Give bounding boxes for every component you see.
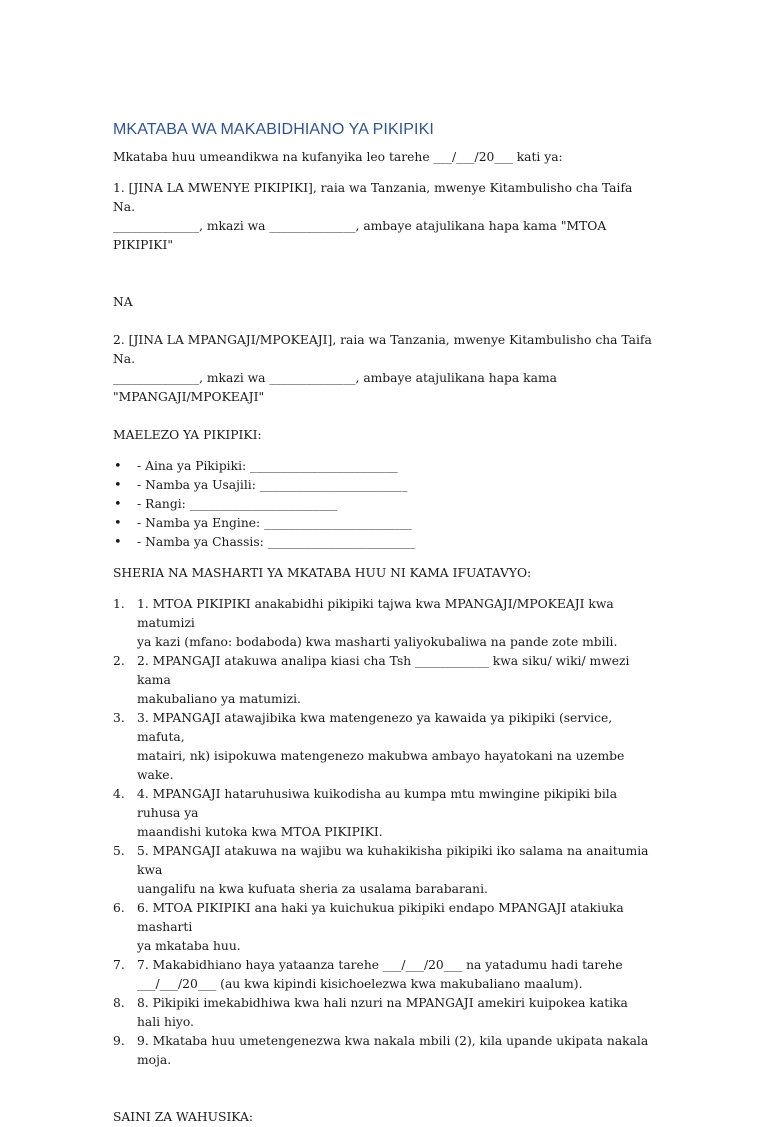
bullet-icon: • [114, 478, 122, 493]
party-two: 2. [JINA LA MPANGAJI/MPOKEAJI], raia wa Tanzania, mwenye Kitambulisho cha Taifa Na. ______________, mkazi wa ______________, ambaye atajulikana hapa kama "MPANGAJI/MPOKEAJI" [113, 333, 652, 404]
bullet-icon: • [114, 535, 122, 550]
term-text: 3. MPANGAJI atawajibika kwa matengenezo ya kawaida ya pikipiki (service, mafuta, matairi, nk) isipokuwa matengenezo makubwa ambayo hayatokani na uzembe wake. [137, 711, 625, 782]
bullet-icon: • [114, 516, 122, 531]
list-item [113, 476, 653, 495]
signatures-heading: SAINI ZA WAHUSIKA: [113, 1110, 254, 1124]
term-number: 7. [113, 958, 125, 972]
vehicle-details-list [113, 457, 653, 552]
and-separator: NA [113, 295, 133, 309]
vehicle-detail-text: - Namba ya Usajili: ________________________ [137, 478, 408, 492]
term-text: 8. Pikipiki imekabidhiwa kwa hali nzuri na MPANGAJI amekiri kuipokea katika hali hiyo. [137, 996, 628, 1029]
term-number: 1. [113, 597, 125, 611]
term-number: 2. [113, 654, 125, 668]
term-number: 9. [113, 1034, 125, 1048]
bullet-icon: • [114, 459, 122, 474]
term-text: 9. Mkataba huu umetengenezwa kwa nakala mbili (2), kila upande ukipata nakala moja. [137, 1034, 649, 1067]
term-number: 5. [113, 844, 125, 858]
list-item [113, 495, 653, 514]
list-item [113, 785, 653, 842]
vehicle-detail-text: - Rangi: ________________________ [137, 497, 338, 511]
list-item [113, 709, 653, 785]
term-text: 1. MTOA PIKIPIKI anakabidhi pikipiki tajwa kwa MPANGAJI/MPOKEAJI kwa matumizi ya kazi (mfano: bodaboda) kwa masharti yaliyokubaliwa na pande zote mbili. [137, 597, 618, 649]
spacer [113, 167, 653, 179]
term-number: 3. [113, 711, 125, 725]
list-item [113, 457, 653, 476]
terms-list [113, 595, 653, 1070]
term-text: 6. MTOA PIKIPIKI ana haki ya kuichukua pikipiki endapo MPANGAJI atakiuka masharti ya mkataba huu. [137, 901, 624, 953]
spacer [113, 312, 653, 331]
spacer [113, 583, 653, 595]
spacer [113, 407, 653, 426]
term-text: 4. MPANGAJI hataruhusiwa kuikodisha au kumpa mtu mwingine pikipiki bila ruhusa ya maandishi kutoka kwa MTOA PIKIPIKI. [137, 787, 618, 839]
term-text: 5. MPANGAJI atakuwa na wajibu wa kuhakikisha pikipiki iko salama na anaitumia kwa uangalifu na kwa kufuata sheria za usalama barabarani. [137, 844, 649, 896]
spacer [113, 552, 653, 564]
list-item [113, 595, 653, 652]
list-item [113, 1032, 653, 1070]
vehicle-detail-text: - Namba ya Engine: ________________________ [137, 516, 412, 530]
term-number: 8. [113, 996, 125, 1010]
list-item [113, 652, 653, 709]
list-item [113, 956, 653, 994]
document-page [113, 120, 653, 1127]
spacer [113, 255, 653, 293]
list-item [113, 842, 653, 899]
vehicle-heading: MAELEZO YA PIKIPIKI: [113, 428, 262, 442]
term-number: 6. [113, 901, 125, 915]
term-text: 7. Makabidhiano haya yataanza tarehe ___/___/20___ na yatadumu hadi tarehe ___/___/20___ (au kwa kipindi kisichoelezwa kwa makubaliano maalum). [137, 958, 623, 991]
party-one: 1. [JINA LA MWENYE PIKIPIKI], raia wa Tanzania, mwenye Kitambulisho cha Taifa Na. ______________, mkazi wa ______________, ambaye atajulikana hapa kama "MTOA PIKIPIKI" [113, 181, 633, 252]
bullet-icon: • [114, 497, 122, 512]
vehicle-detail-text: - Aina ya Pikipiki: ________________________ [137, 459, 398, 473]
term-text: 2. MPANGAJI atakuwa analipa kiasi cha Tsh ____________ kwa siku/ wiki/ mwezi kama makubaliano ya matumizi. [137, 654, 630, 706]
intro-text: Mkataba huu umeandikwa na kufanyika leo tarehe ___/___/20___ kati ya: [113, 150, 563, 164]
document-title: MKATABA WA MAKABIDHIANO YA PIKIPIKI [113, 121, 434, 138]
list-item [113, 994, 653, 1032]
spacer [113, 445, 653, 457]
spacer [113, 1070, 653, 1108]
list-item [113, 533, 653, 552]
terms-heading: SHERIA NA MASHARTI YA MKATABA HUU NI KAMA IFUATAVYO: [113, 566, 532, 580]
term-number: 4. [113, 787, 125, 801]
list-item [113, 899, 653, 956]
list-item [113, 514, 653, 533]
vehicle-detail-text: - Namba ya Chassis: ________________________ [137, 535, 416, 549]
